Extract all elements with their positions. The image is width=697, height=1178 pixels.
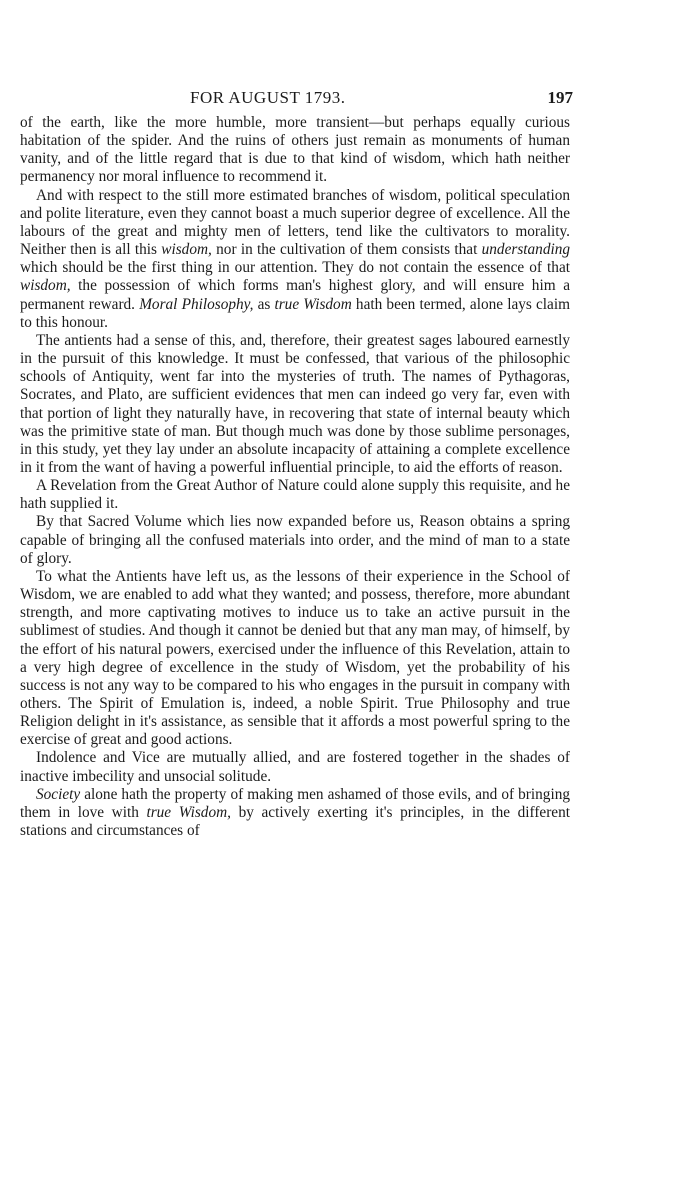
italic-text: true Wisdom [274, 295, 352, 313]
text-run: by actively exerting it's principles, in the different stations and circumstances of [20, 803, 570, 840]
italic-text: wisdom, [20, 277, 71, 295]
text-run: of the earth, like the more humble, more transient—but perhaps equally curious habitation of the spider. And the ruins of others just remain as monuments of human vanity, and of the little regard that is due to that kind of wisdom, which hath neither permanency nor moral influence to recommend it. [20, 114, 570, 186]
text-run: nor in the cultivation of them consists that [211, 241, 482, 259]
paragraph [20, 114, 570, 187]
body-text [20, 114, 570, 840]
book-page [20, 88, 573, 840]
italic-text: wisdom, [161, 241, 212, 259]
running-head: FOR AUGUST 1793. [190, 88, 346, 107]
paragraph [20, 786, 570, 840]
text-run: the possession of which forms man's highest glory, and will ensure him a permanent reward. [20, 277, 570, 313]
italic-text: Society [36, 785, 81, 803]
text-run: A Revelation from the Great Author of Nature could alone supply this requisite, and he hath supplied it. [20, 477, 570, 513]
text-run: To what the Antients have left us, as the lessons of their experience in the School of Wisdom, we are enabled to add what they wanted; and possess, therefore, more abundant strength, and more captivating motives to induce us to take an active pursuit in the sublimest of studies. And though it cannot be denied but that any man may, of himself, by the effort of his natural powers, exercised under the influence of this Revelation, attain to a very high degree of excellence in the study of Wisdom, yet the probability of his success is not any way to be compared to his who engages in the pursuit in company with others. The Spirit of Emulation is, indeed, a noble Spirit. True Philosophy and true Religion delight in it's assistance, as sensible that it affords a most powerful spring to the exercise of great and good actions. [20, 567, 570, 749]
text-run: Indolence and Vice are mutually allied, and are fostered together in the shades of inactive imbecility and unsocial solitude. [20, 749, 570, 785]
paragraph [20, 749, 570, 785]
page-header [20, 88, 573, 110]
text-run: hath been termed, alone lays claim to this honour. [20, 295, 570, 331]
text-run: And with respect to the still more estimated branches of wisdom, political speculation and polite literature, even they cannot boast a much superior degree of excellence. All the labours of the great and mighty men of letters, tend like the cultivators to morality. Neither then is all this [20, 186, 570, 259]
text-run: as [253, 295, 275, 313]
paragraph [20, 477, 570, 513]
text-run: which should be the first thing in our attention. They do not contain the essence of that [20, 259, 570, 277]
paragraph [20, 332, 570, 477]
text-run: alone hath the property of making men ashamed of those evils, and of bringing them in love with [20, 785, 570, 821]
paragraph [20, 568, 570, 750]
text-run: The antients had a sense of this, and, therefore, their greatest sages laboured earnestly in the pursuit of this knowledge. It must be confessed, that various of the philosophic schools of Antiquity, went far into the mysteries of truth. The names of Pythagoras, Socrates, and Plato, are sufficient evidences that men can indeed go very far, even with that portion of light they naturally have, in recovering that state of internal beauty which was the primitive state of man. But though much was done by those sublime personages, in this study, yet they lay under an absolute incapacity of attaining a complete excellence in it from the want of having a powerful influential principle, to aid the efforts of reason. [20, 331, 570, 476]
text-run: By that Sacred Volume which lies now expanded before us, Reason obtains a spring capable of bringing all the confused materials into order, and the mind of man to a state of glory. [20, 513, 570, 567]
italic-text: Moral Philosophy, [139, 295, 254, 313]
italic-text: true Wisdom, [146, 803, 231, 821]
page-number: 197 [547, 88, 573, 107]
paragraph [20, 187, 570, 332]
italic-text: understanding [481, 241, 571, 259]
paragraph [20, 513, 570, 567]
